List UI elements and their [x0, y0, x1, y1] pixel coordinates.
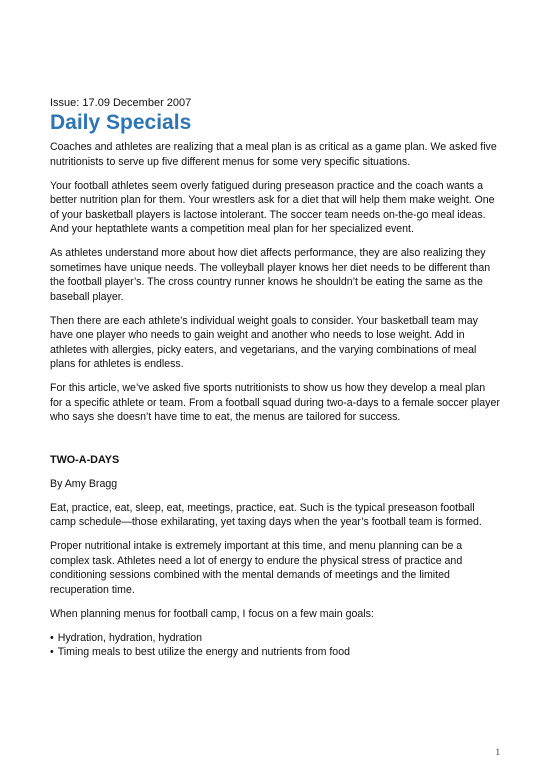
list-item-text: Hydration, hydration, hydration [57, 631, 202, 644]
byline: By Amy Bragg [50, 477, 118, 490]
issue-line: Issue: 17.09 December 2007 [50, 97, 192, 109]
list-item [50, 631, 500, 646]
article-body [50, 97, 500, 660]
intro-paragraph-3: As athletes understand more about how diet affects performance, they are also realizing they sometimes have unique needs. The volleyball player knows her diet needs to be different than the football player’s. The cross country runner knows he shouldn’t be eating the same as the baseball player. [50, 247, 491, 303]
page-number: 1 [495, 747, 500, 757]
section-paragraph-1: Eat, practice, eat, sleep, eat, meetings, practice, eat. Such is the typical preseason football camp schedule—those exhilarating, yet taxing days when the year’s football team is formed. [50, 501, 482, 528]
bullet-glyph: • [50, 631, 54, 644]
article-title: Daily Specials [50, 111, 192, 134]
intro-paragraph-2: Your football athletes seem overly fatigued during preseason practice and the coach wants a better nutrition plan for them. Your wrestlers ask for a diet that will help them make weight. One of your basketball players is lactose intolerant. The soccer team needs on-the-go meal ideas. And your heptathlete wants a competition meal plan for her specialized event. [50, 179, 495, 235]
bullet-glyph: • [50, 646, 54, 658]
goals-list [50, 631, 500, 660]
list-item [50, 645, 500, 660]
list-item-text: Timing meals to best utilize the energy and nutrients from food [57, 646, 350, 658]
intro-paragraph-5: For this article, we’ve asked five sports nutritionists to show us how they develop a meal plan for a specific athlete or team. From a football squad during two-a-days to a female soccer player who says she doesn’t have time to eat, the menus are tailored for success. [50, 382, 500, 423]
section-heading: TWO-A-DAYS [50, 453, 120, 466]
intro-paragraph-1: Coaches and athletes are realizing that a meal plan is as critical as a game plan. We asked five nutritionists to serve up five different menus for some very specific situations. [50, 141, 497, 168]
section-paragraph-2: Proper nutritional intake is extremely important at this time, and menu planning can be a complex task. Athletes need a lot of energy to endure the physical stress of practice and conditioning sessions combined with the mental demands of meetings and the limited recuperation time. [50, 540, 463, 596]
intro-paragraph-4: Then there are each athlete’s individual weight goals to consider. Your basketball team may have one player who needs to gain weight and another who needs to lose weight. Add in athletes with allergies, picky eaters, and vegetarians, and the varying combinations of meal plans for athletes is endless. [50, 314, 478, 370]
section-paragraph-3: When planning menus for football camp, I focus on a few main goals: [50, 607, 374, 620]
